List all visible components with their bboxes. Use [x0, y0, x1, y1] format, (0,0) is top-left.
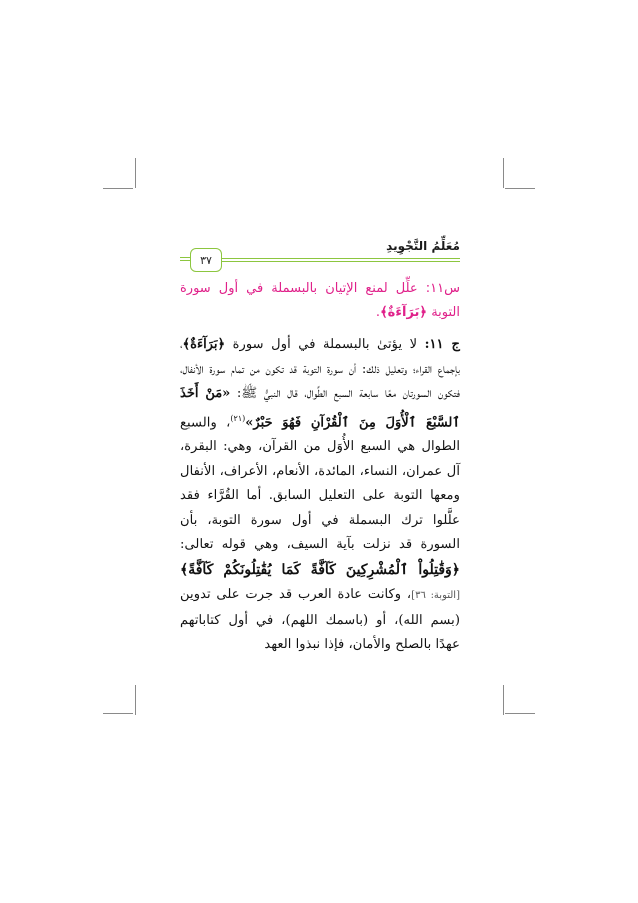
crop-mark	[103, 188, 133, 189]
question-end: .	[375, 305, 381, 320]
book-page	[180, 225, 460, 655]
page-number: ٣٧	[200, 253, 212, 267]
answer-text-2: ، بإجماع القراء؛ وتعليل ذلك: أن سورة التوبة قد تكون من تمام سورة الأنفال، فتكون السورتان معًا سابعة السبع الطِّوال، قال النبيُّ ﷺ:	[180, 337, 460, 401]
answer-label: ج ١١:	[424, 337, 460, 352]
question-text: علِّل لمنع الإتيان بالبسملة في أول سورة التوبة	[180, 281, 460, 320]
answer-surah-name: ﴿بَرَآءَةٌ﴾	[182, 337, 226, 352]
verse-reference: [التوبة: ٣٦]	[411, 590, 460, 602]
crop-mark	[503, 158, 504, 188]
crop-mark	[135, 685, 136, 715]
crop-mark	[103, 713, 133, 714]
question-label: س١١:	[425, 281, 460, 296]
answer-text-4: ، وكانت عادة العرب قد جرت على تدوين (بسم الله)، أو (باسمك اللهم)، في أول كتاباتهم عهدًا بالصلح والأمان، فإذا نبذوا العهد	[180, 587, 460, 653]
hadith-quote: «مَنْ أَخَذَ ٱلسَّبْعَ ٱلْأُوَلَ مِنَ ٱلْقُرْآنِ فَهُوَ حَبْرٌ»	[180, 386, 460, 430]
crop-mark	[505, 188, 535, 189]
question-surah-name: ﴿بَرَآءَةٌ﴾	[380, 305, 428, 320]
page-body	[180, 277, 460, 658]
book-title: مُعَلِّمُ التَّجْوِيدِ	[386, 239, 460, 253]
hadith-footnote-ref: (٢١)	[230, 413, 246, 423]
answer-text-3: ، والسبع الطوال هي السبع الأُوَل من القرآن، وهي: البقرة، آل عمران، النساء، المائدة، الأنعام، الأعراف، الأنفال ومعها التوبة على التعليل السابق. أما القُرَّاء فقد علَّلوا ترك البسملة في أول سورة التوبة، بأن السورة قد نزلت بآية السيف، وهي قوله تعالى:	[180, 414, 460, 553]
crop-mark	[135, 158, 136, 188]
answer	[180, 333, 460, 658]
quran-verse: ﴿وَقَٰتِلُواْ ٱلْمُشْرِكِينَ كَآفَّةً كَمَا يُقَٰتِلُونَكُمْ كَآفَّةً﴾	[180, 561, 460, 578]
crop-mark	[505, 713, 535, 714]
crop-mark	[503, 685, 504, 715]
answer-text-1: لا يؤتىٰ بالبسملة في أول سورة	[232, 337, 418, 352]
badge-ornament	[180, 257, 190, 261]
page-header	[180, 237, 460, 273]
question	[180, 277, 460, 325]
page-number-badge	[190, 248, 222, 272]
header-rule	[218, 258, 460, 262]
